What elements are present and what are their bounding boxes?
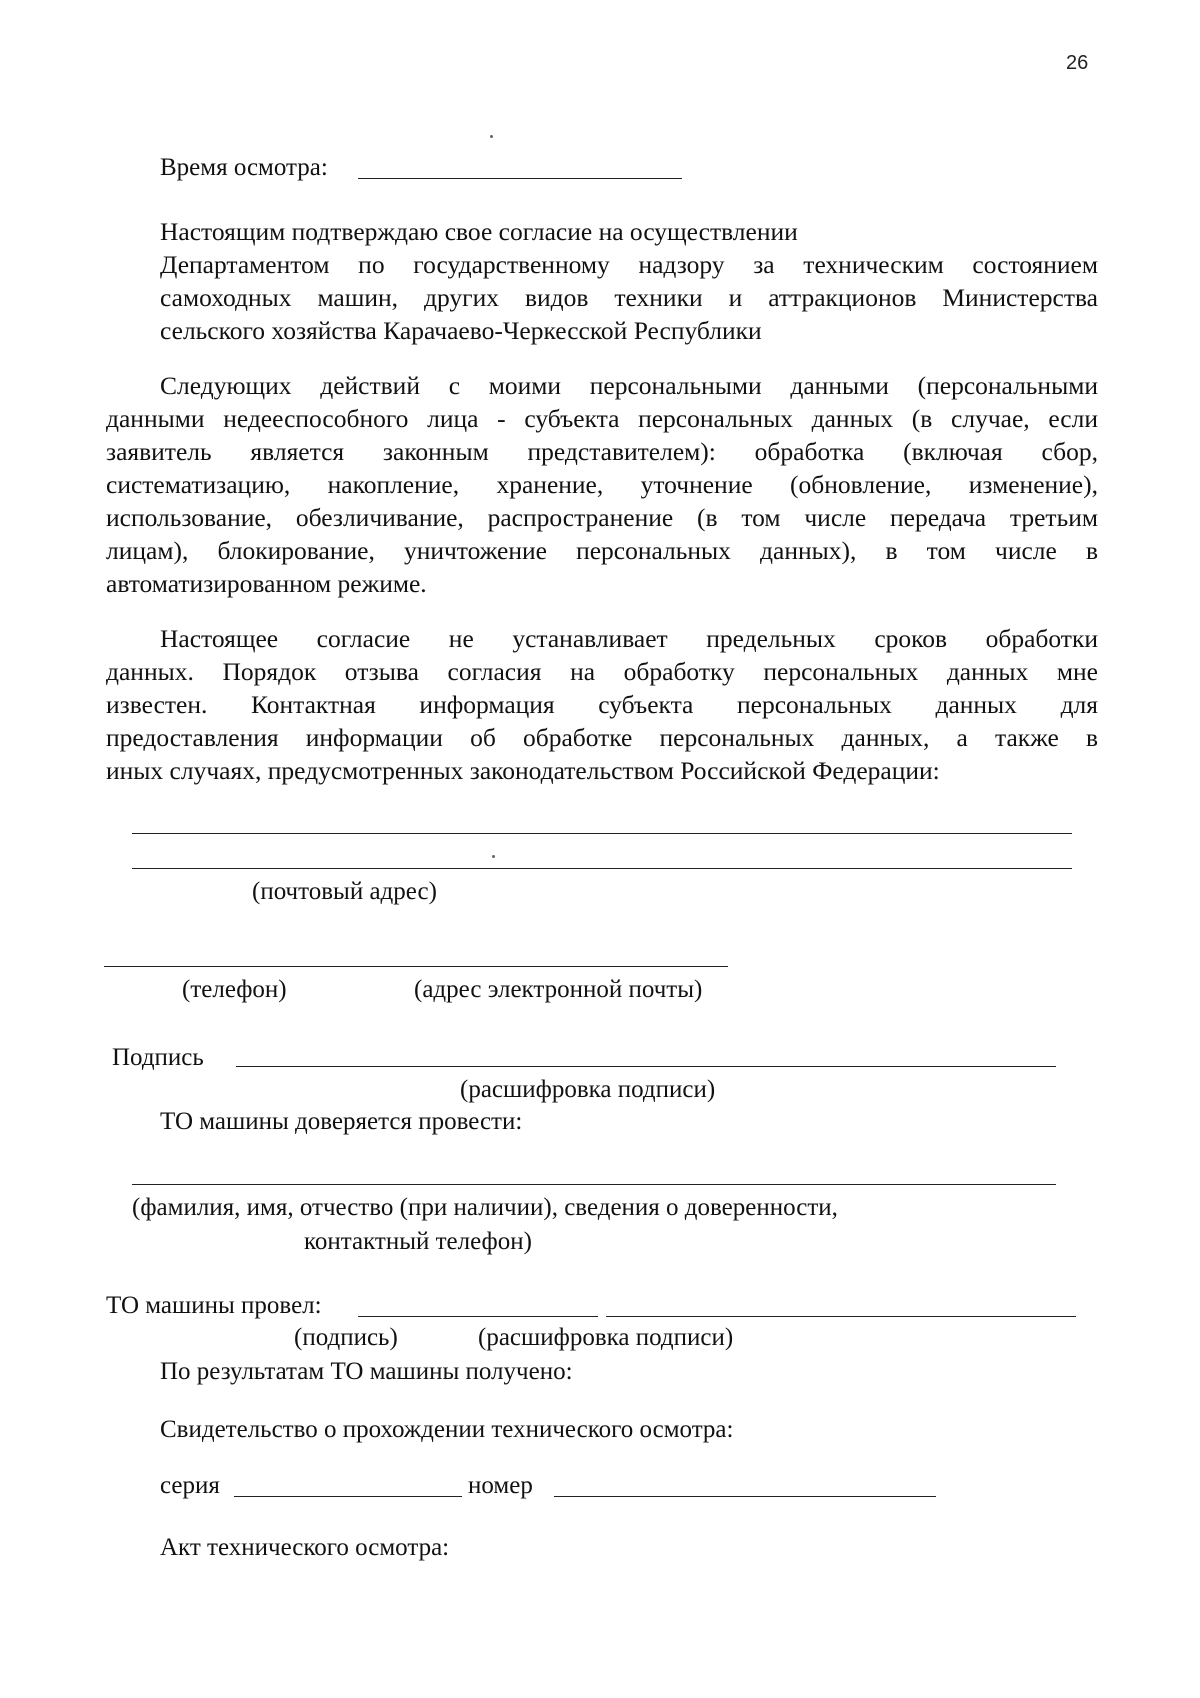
signature-label: Подпись (112, 1044, 204, 1071)
scan-speck (490, 135, 493, 138)
actions-line: Следующих действий с моими персональными данными (персональными (160, 371, 1098, 400)
person-caption-line2: контактный телефон) (304, 1228, 532, 1255)
series-label: серия (160, 1472, 220, 1499)
term-line: известен. Контактная информация субъекта персональных данных для (106, 690, 1098, 719)
scan-speck (492, 855, 495, 858)
phone-caption: (телефон) (182, 976, 287, 1003)
person-caption-line1: (фамилия, имя, отчество (при наличии), сведения о доверенности, (132, 1194, 838, 1221)
postal-address-field-2[interactable] (132, 868, 1072, 869)
to-conducted-decoding-field[interactable] (606, 1316, 1076, 1317)
inspection-time-label: Время осмотра: (160, 154, 328, 181)
consent-paragraph (106, 215, 1098, 347)
postal-address-field-1[interactable] (132, 833, 1072, 834)
term-line: предоставления информации об обработке персональных данных, а также в (106, 723, 1098, 752)
results-label: По результатам ТО машины получено: (160, 1358, 573, 1385)
signature-decoding-caption: (расшифровка подписи) (460, 1076, 716, 1103)
act-label: Акт технического осмотра: (160, 1534, 450, 1561)
certificate-label: Свидетельство о прохождении технического осмотра: (160, 1416, 734, 1443)
consent-line: сельского хозяйства Карачаево-Черкесской Республики (160, 316, 762, 345)
consent-line: Настоящим подтверждаю свое согласие на осуществлении (160, 217, 798, 246)
phone-email-field[interactable] (104, 966, 728, 967)
number-label: номер (468, 1472, 533, 1499)
actions-paragraph (106, 369, 1098, 600)
postal-address-caption: (почтовый адрес) (252, 878, 437, 905)
signature-field[interactable] (236, 1066, 1056, 1067)
to-conducted-signature-caption: (подпись) (294, 1324, 398, 1351)
actions-line: использование, обезличивание, распространение (в том числе передача третьим (106, 503, 1098, 532)
to-conducted-label: ТО машины провел: (106, 1292, 322, 1319)
email-caption: (адрес электронной почты) (414, 976, 703, 1003)
to-entrusted-label: ТО машины доверяется провести: (160, 1108, 523, 1135)
actions-line: лицам), блокирование, уничтожение персональных данных), в том числе в (106, 536, 1098, 565)
term-line: данных. Порядок отзыва согласия на обработку персональных данных мне (106, 657, 1098, 686)
term-paragraph (106, 622, 1098, 787)
term-line: Настоящее согласие не устанавливает предельных сроков обработки (160, 624, 1098, 653)
to-entrusted-field[interactable] (132, 1184, 1056, 1185)
actions-line: автоматизированном режиме. (106, 569, 427, 598)
consent-line: Департаментом по государственному надзору за техническим состоянием (160, 250, 1098, 279)
to-conducted-signature-field[interactable] (358, 1316, 598, 1317)
consent-line: самоходных машин, других видов техники и аттракционов Министерства (160, 283, 1098, 312)
page-number: 26 (1066, 52, 1089, 74)
series-field[interactable] (234, 1496, 462, 1497)
inspection-time-field[interactable] (358, 178, 682, 179)
number-field[interactable] (554, 1496, 936, 1497)
actions-line: данными недееспособного лица - субъекта персональных данных (в случае, если (106, 404, 1098, 433)
term-line: иных случаях, предусмотренных законодательством Российской Федерации: (106, 756, 940, 785)
actions-line: систематизацию, накопление, хранение, уточнение (обновление, изменение), (106, 470, 1098, 499)
actions-line: заявитель является законным представителем): обработка (включая сбор, (106, 437, 1098, 466)
to-conducted-decoding-caption: (расшифровка подписи) (478, 1324, 734, 1351)
